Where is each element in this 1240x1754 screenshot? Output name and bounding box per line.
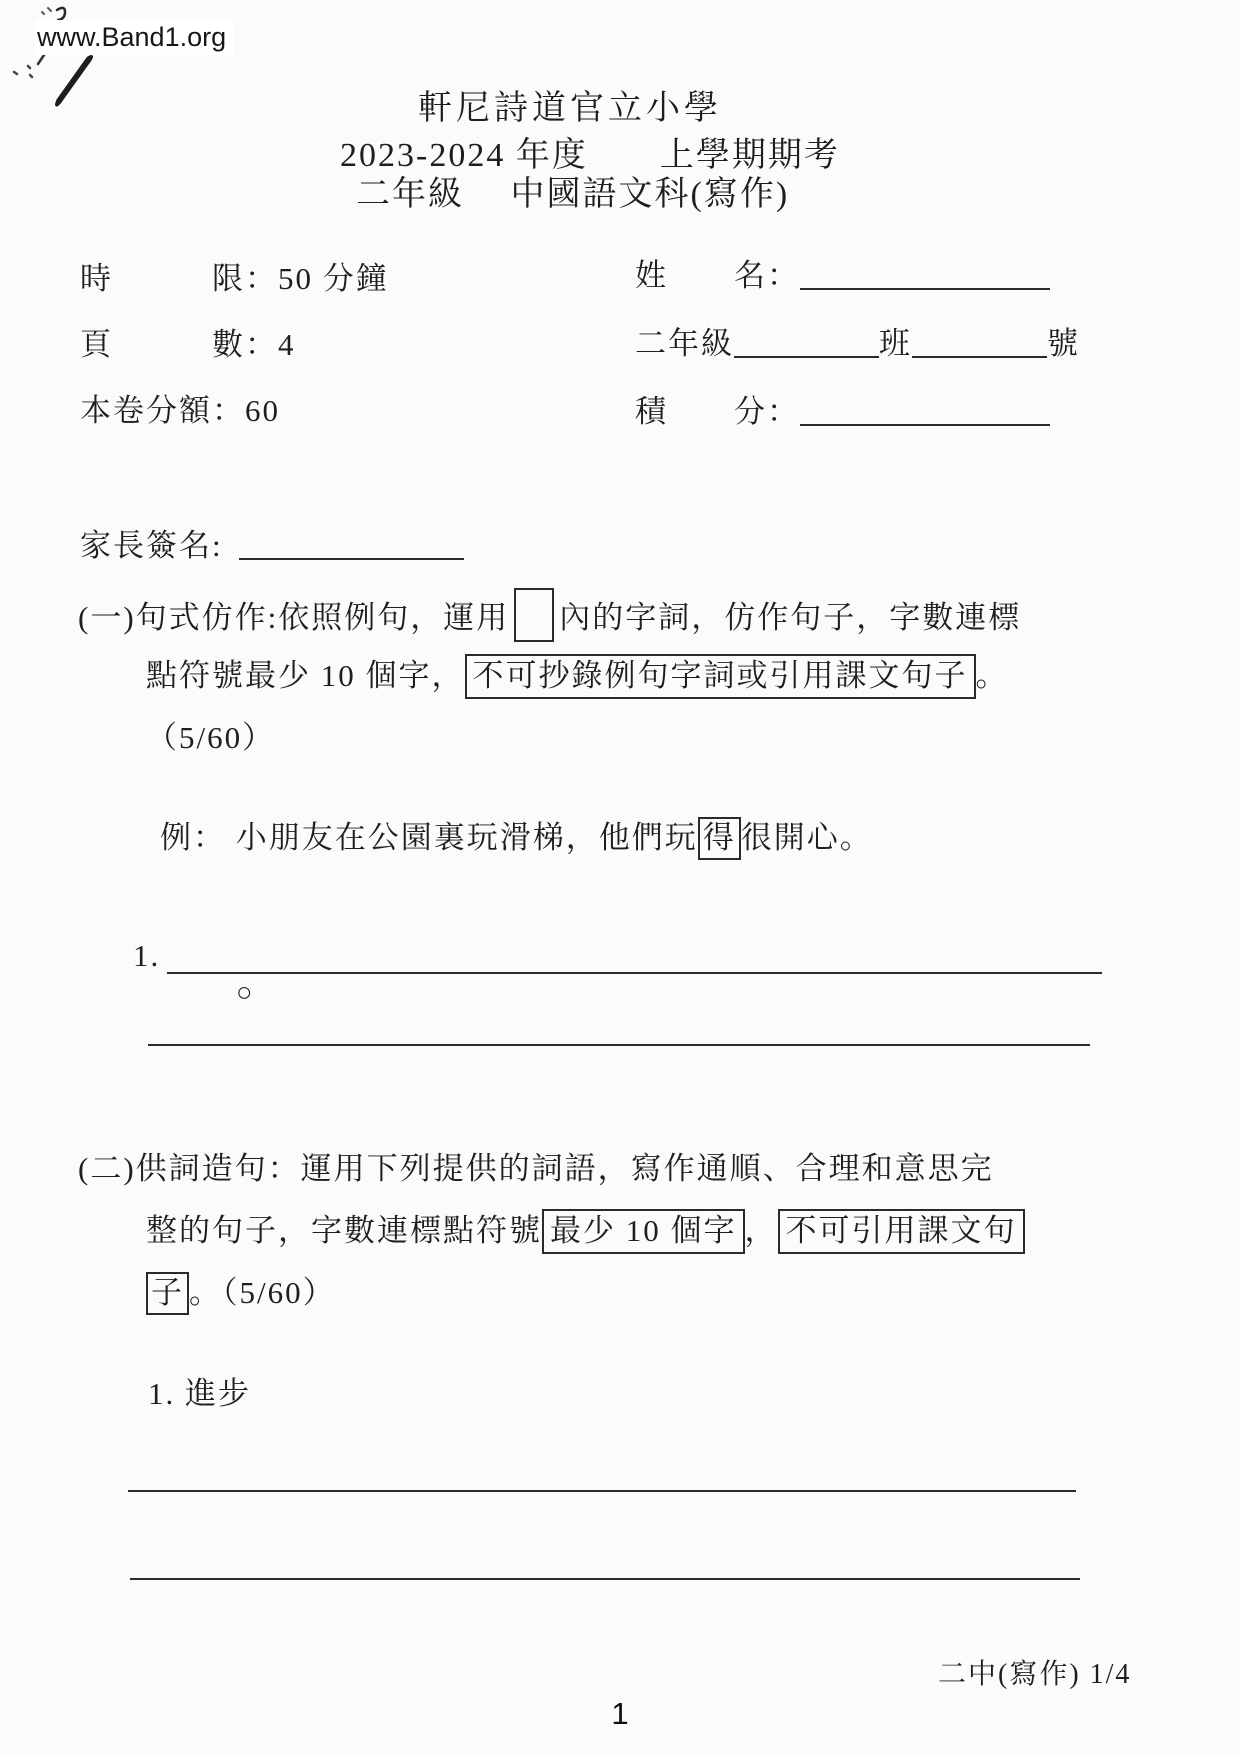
exam-term: 2023-2024 年度 上學期期考 bbox=[340, 137, 840, 174]
name-label: 姓 名： bbox=[635, 258, 800, 293]
class-mid: 班 bbox=[879, 326, 912, 361]
class-blank bbox=[734, 356, 879, 358]
parent-signature-label: 家長簽名: bbox=[80, 528, 223, 563]
answer-line-2 bbox=[148, 1044, 1090, 1046]
score-row bbox=[635, 386, 1050, 431]
parent-signature-row bbox=[80, 520, 464, 565]
page-number: 1 bbox=[611, 1696, 629, 1731]
class-suffix: 號 bbox=[1047, 326, 1080, 361]
example-keyword-box: 得 bbox=[698, 817, 741, 860]
class-row bbox=[635, 318, 1080, 363]
section2-line1: (二)供詞造句：運用下列提供的詞語，寫作通順、合理和意思完 bbox=[78, 1151, 994, 1186]
name-row bbox=[635, 250, 1050, 295]
watermark: www.Band1.org bbox=[35, 20, 234, 55]
section1-example: 例： 小朋友在公園裏玩滑梯，他們玩 得 很開心。 bbox=[160, 812, 873, 860]
rule-box-no-quote: 不可引用課文句 bbox=[778, 1209, 1025, 1254]
exam-subject: 二年級 中國語文科(寫作) bbox=[356, 176, 790, 213]
total-marks: 本卷分額：60 bbox=[80, 393, 280, 428]
answer-line-3 bbox=[128, 1490, 1076, 1492]
section1-marks: （5/60） bbox=[146, 720, 276, 755]
section2-line3: 子 。（5/60） bbox=[146, 1267, 336, 1315]
answer-line-1 bbox=[167, 972, 1102, 974]
class-prefix: 二年級 bbox=[635, 326, 734, 361]
rule-box-min-words: 最少 10 個字 bbox=[542, 1209, 745, 1254]
name-blank bbox=[800, 288, 1050, 290]
section1-item-number: 1. bbox=[133, 938, 161, 973]
page-count: 頁 數：4 bbox=[80, 327, 296, 362]
rule-box-no-copy: 不可抄錄例句字詞或引用課文句子 bbox=[465, 654, 976, 699]
period-circle-mark: ○ bbox=[236, 977, 253, 1007]
parent-signature-blank bbox=[239, 558, 464, 560]
answer-line-4 bbox=[130, 1578, 1080, 1580]
rule-box-no-quote-cont: 子 bbox=[146, 1272, 189, 1315]
doc-reference: 二中(寫作) 1/4 bbox=[938, 1659, 1132, 1690]
time-limit: 時 限：50 分鐘 bbox=[80, 261, 389, 296]
section1-line1: (一)句式仿作:依照例句，運用 內的字詞，仿作句子，字數連標 bbox=[78, 588, 1021, 642]
section2-item1: 1. 進步 bbox=[148, 1376, 251, 1411]
section2-line2: 整的句子，字數連標點符號 最少 10 個字 ， 不可引用課文句 bbox=[146, 1205, 1025, 1254]
school-name: 軒尼詩道官立小學 bbox=[418, 90, 722, 127]
class-number-blank bbox=[912, 356, 1047, 358]
score-label: 積 分： bbox=[635, 394, 800, 429]
score-blank bbox=[800, 424, 1050, 426]
answer-word-box bbox=[514, 588, 554, 642]
section1-line2: 點符號最少 10 個字， 不可抄錄例句字詞或引用課文句子 。 bbox=[146, 650, 1009, 699]
